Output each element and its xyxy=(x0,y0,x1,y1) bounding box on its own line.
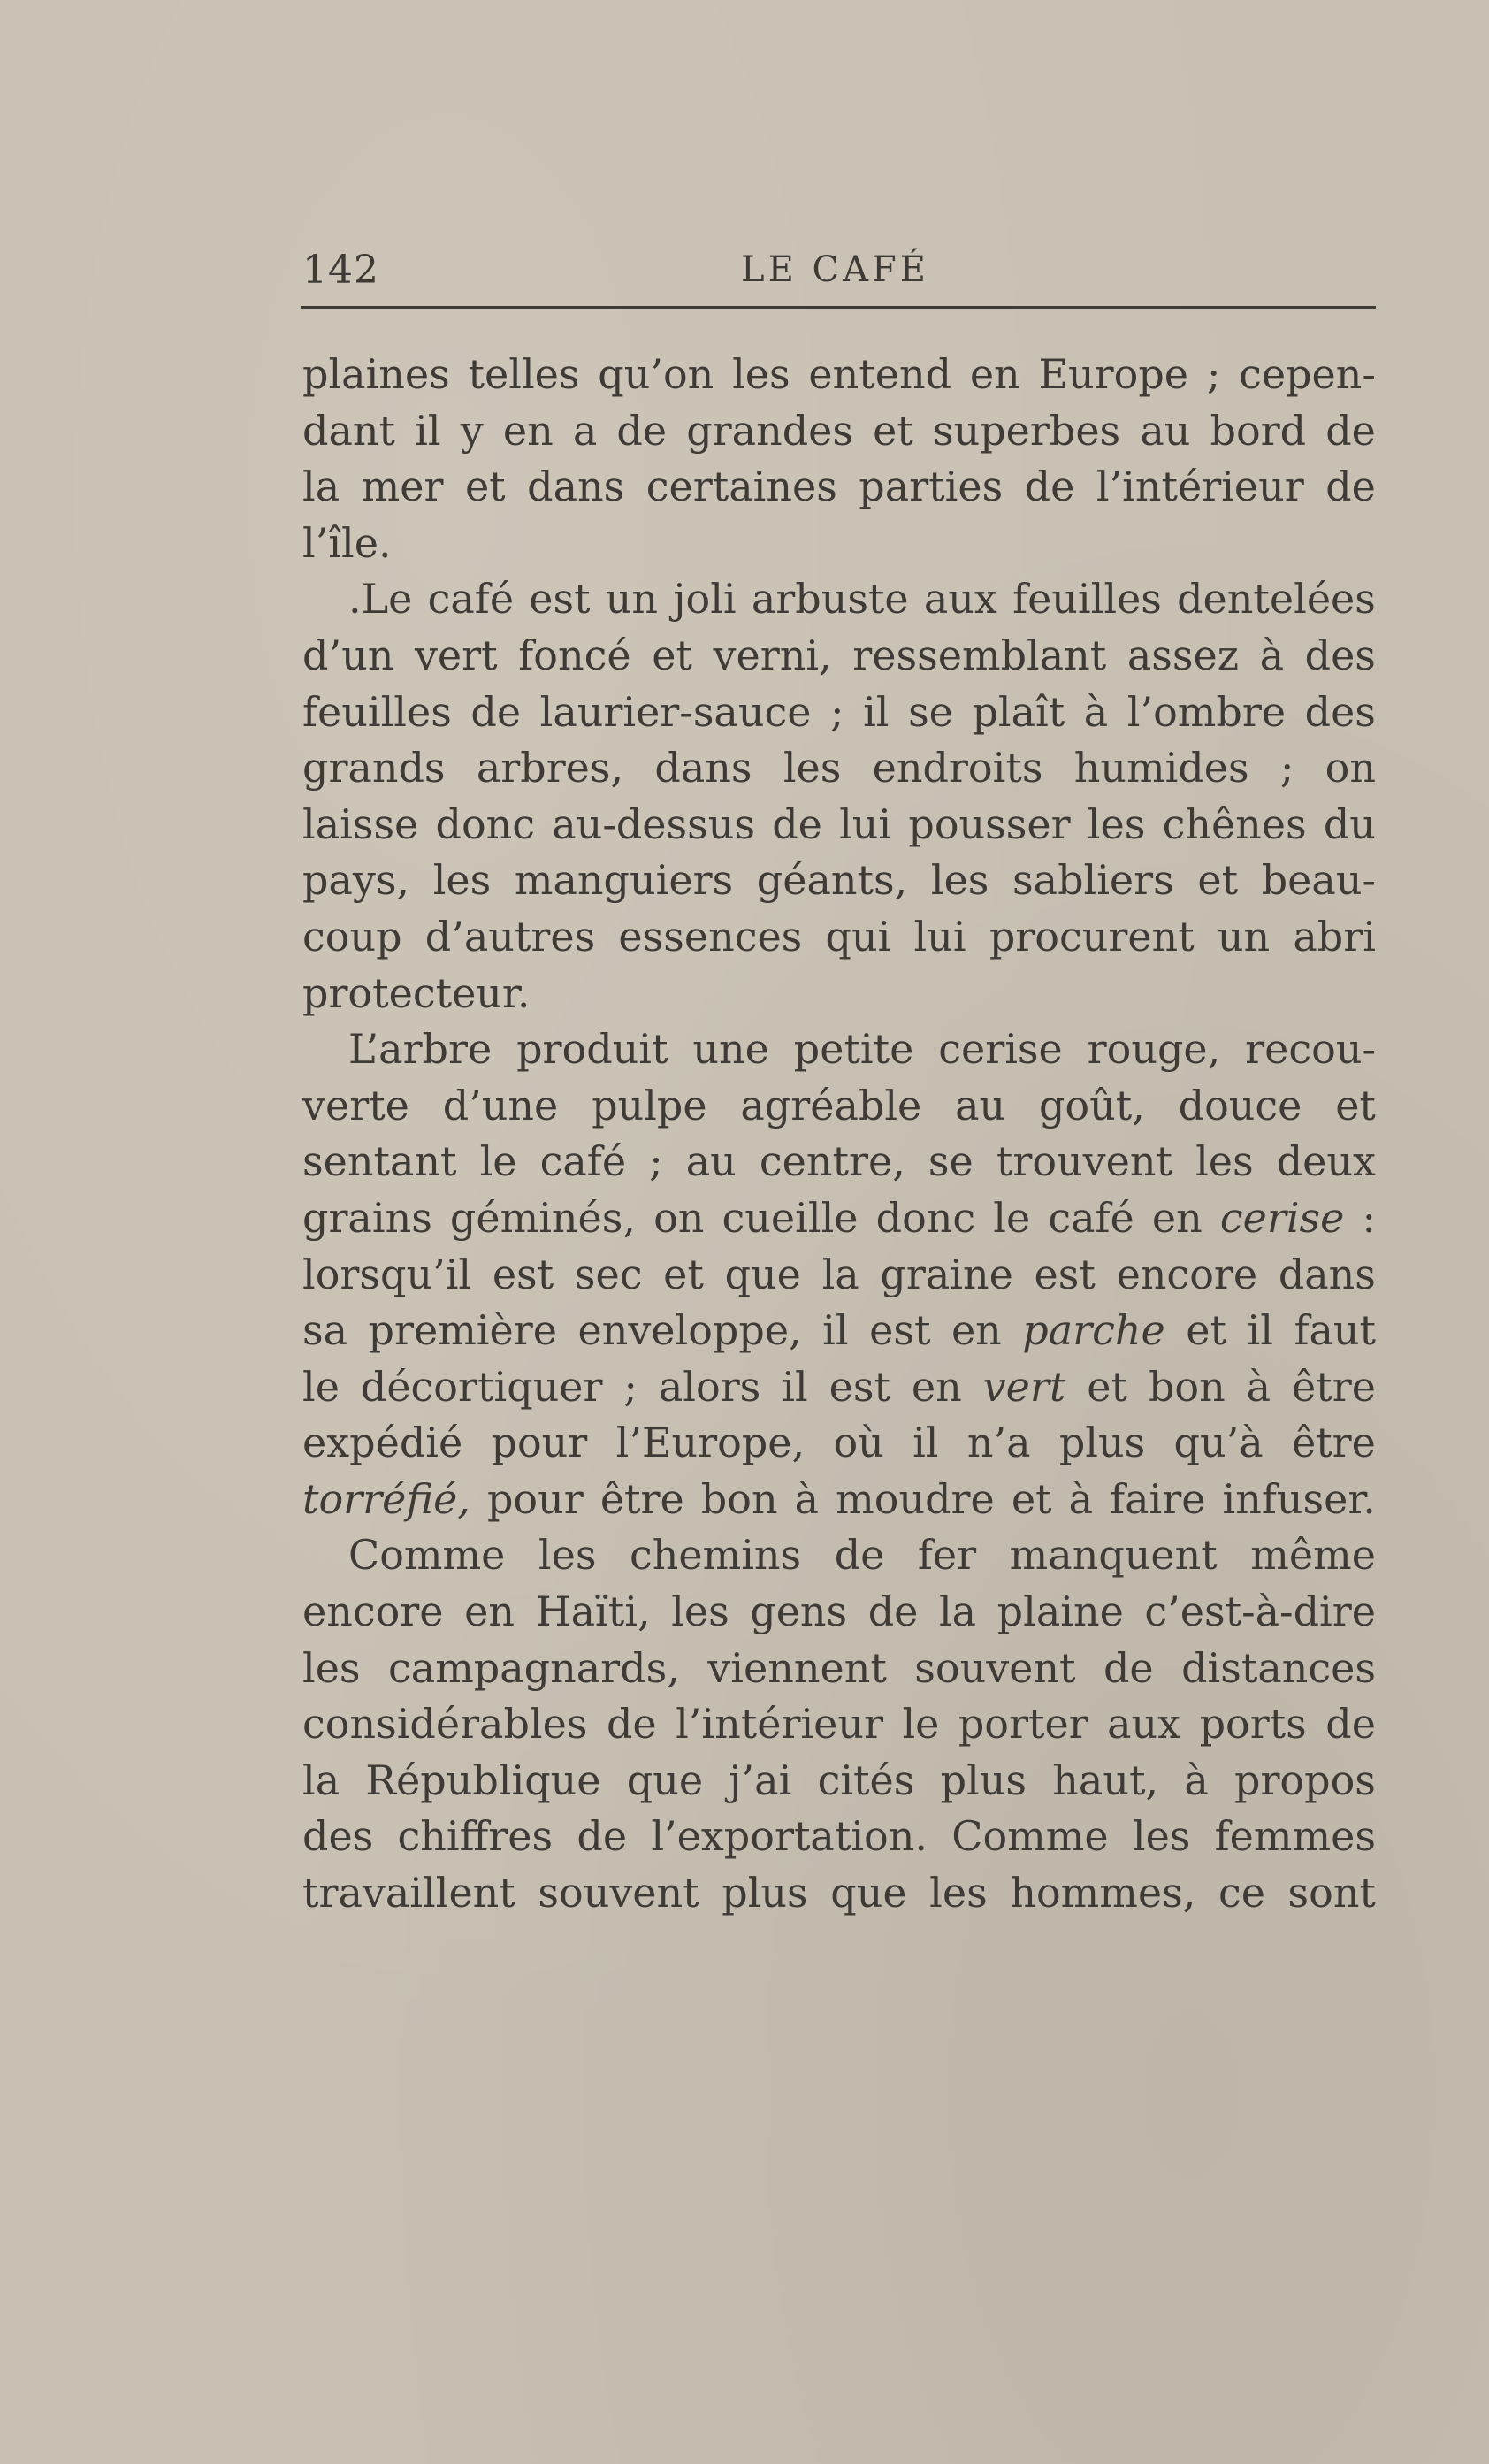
word: est xyxy=(529,575,591,624)
word: est xyxy=(828,1362,890,1411)
word: géants, xyxy=(756,856,908,905)
word: vert xyxy=(982,1362,1066,1411)
word: à xyxy=(1184,1756,1209,1804)
word: à xyxy=(1068,1474,1094,1523)
word: café xyxy=(427,575,515,624)
text-line xyxy=(302,1078,1376,1135)
word: bon xyxy=(1148,1362,1226,1411)
word: souvent xyxy=(538,1869,699,1917)
word: l’île. xyxy=(302,518,392,567)
word: plaines xyxy=(302,350,450,398)
word: cepen- xyxy=(1239,350,1376,398)
word: enveloppe, xyxy=(577,1306,802,1355)
text-line xyxy=(302,1359,1376,1416)
word: les xyxy=(732,350,790,398)
word: grandes xyxy=(686,406,853,455)
word: les xyxy=(538,1531,597,1580)
word: deux xyxy=(1276,1137,1376,1186)
text-line xyxy=(302,628,1376,685)
word: et xyxy=(464,463,506,511)
word: humides xyxy=(1073,744,1249,792)
text-line xyxy=(302,1472,1376,1528)
word: d’autres xyxy=(424,912,596,960)
word: graine xyxy=(880,1250,1013,1298)
word: café xyxy=(539,1137,627,1186)
text-line xyxy=(302,403,1376,460)
text-line xyxy=(302,1303,1376,1359)
word: les xyxy=(930,856,989,905)
word: dans xyxy=(527,463,625,511)
word: des xyxy=(1304,631,1376,679)
word: viennent xyxy=(707,1643,887,1692)
word: en xyxy=(502,406,554,455)
word: sa xyxy=(302,1306,348,1355)
word: chemins xyxy=(629,1531,802,1580)
word: des xyxy=(302,1812,374,1861)
text-line xyxy=(302,740,1376,797)
word: que xyxy=(724,1250,801,1298)
word: de xyxy=(834,1531,885,1580)
word: sentant xyxy=(302,1137,457,1186)
word: verte xyxy=(302,1081,409,1129)
word: en xyxy=(951,1306,1002,1355)
word: ; xyxy=(649,1137,663,1186)
word: et xyxy=(652,631,692,679)
word: les xyxy=(302,1643,361,1692)
header-rule xyxy=(301,306,1376,309)
text-line xyxy=(302,797,1376,853)
word: sabliers xyxy=(1012,856,1174,905)
word: au xyxy=(685,1137,737,1186)
word: à xyxy=(794,1474,820,1523)
word: gens xyxy=(750,1588,848,1636)
word: manquent xyxy=(1009,1531,1218,1580)
word: il xyxy=(822,1306,849,1355)
word: douce xyxy=(1178,1081,1302,1129)
word: des xyxy=(1304,687,1376,736)
word: manguiers xyxy=(514,856,734,905)
word: cités xyxy=(817,1756,915,1804)
word: République xyxy=(365,1756,601,1804)
word: que xyxy=(626,1756,704,1804)
word: l’intérieur xyxy=(1096,463,1304,511)
word: arbres, xyxy=(476,744,624,792)
word: la xyxy=(938,1588,977,1636)
word: pulpe xyxy=(592,1081,707,1129)
word: au xyxy=(955,1081,1006,1129)
page-number: 142 xyxy=(302,248,379,293)
text-line xyxy=(302,1022,1376,1078)
text-line xyxy=(302,347,1376,403)
word: de xyxy=(1103,1643,1154,1692)
word: endroits xyxy=(872,744,1043,792)
word: ce xyxy=(1218,1869,1265,1917)
word: au-dessus xyxy=(552,800,755,848)
word: cerise xyxy=(938,1025,1063,1074)
text-line xyxy=(302,1753,1376,1810)
word: superbes xyxy=(933,406,1121,455)
word: même xyxy=(1250,1531,1376,1580)
word: alors xyxy=(658,1362,761,1411)
word: est xyxy=(869,1306,931,1355)
word: laurier-sauce xyxy=(539,687,812,736)
word: et xyxy=(873,406,913,455)
word: se xyxy=(928,1137,974,1186)
word: une xyxy=(692,1025,769,1074)
word: plus xyxy=(940,1756,1027,1804)
word: Europe xyxy=(1038,350,1189,398)
word: centre, xyxy=(759,1137,905,1186)
word: l’exportation. xyxy=(651,1812,928,1861)
word: assez xyxy=(1126,631,1239,679)
word: les xyxy=(671,1588,729,1636)
word: bord xyxy=(1210,406,1307,455)
word: et xyxy=(1197,856,1239,905)
word: fer xyxy=(917,1531,977,1580)
text-line xyxy=(302,1527,1376,1584)
word: certaines xyxy=(645,463,837,511)
word: et xyxy=(1011,1474,1052,1523)
word: les xyxy=(1087,800,1146,848)
word: de xyxy=(1325,1700,1376,1749)
word: dant xyxy=(302,406,395,455)
word: beau- xyxy=(1261,856,1376,905)
word: grains xyxy=(302,1193,432,1242)
word: de xyxy=(772,800,822,848)
word: rouge, xyxy=(1087,1025,1221,1074)
word: d’une xyxy=(442,1081,559,1129)
word: campagnards, xyxy=(388,1643,680,1692)
word: il xyxy=(863,687,890,736)
word: un xyxy=(605,575,659,624)
word: feuilles xyxy=(1012,575,1162,624)
word: de xyxy=(470,687,522,736)
word: un xyxy=(1217,912,1271,960)
word: porter xyxy=(958,1700,1088,1749)
text-line xyxy=(302,459,1376,516)
word: on xyxy=(1325,744,1376,792)
word: le xyxy=(993,1193,1031,1242)
word: il xyxy=(415,406,441,455)
word: qu’on xyxy=(598,350,714,398)
word: cerise xyxy=(1219,1193,1345,1242)
word: géminés, xyxy=(449,1193,636,1242)
word: et xyxy=(1087,1362,1128,1411)
word: où xyxy=(833,1419,884,1467)
word: entend xyxy=(808,350,952,398)
word: joli xyxy=(673,575,737,624)
word: hommes, xyxy=(1010,1869,1196,1917)
text-line xyxy=(302,1415,1376,1472)
word: l’Europe, xyxy=(615,1419,806,1467)
text-line xyxy=(302,966,1376,1022)
word: aux xyxy=(923,575,997,624)
word: encore xyxy=(1116,1250,1258,1298)
word: décortiquer xyxy=(360,1362,603,1411)
word: pousser xyxy=(908,800,1071,848)
word: les xyxy=(783,744,842,792)
word: sec xyxy=(574,1250,643,1298)
word: et xyxy=(1186,1306,1226,1355)
text-line xyxy=(302,1809,1376,1865)
word: verni, xyxy=(713,631,832,679)
word: est xyxy=(1034,1250,1096,1298)
word: pour xyxy=(491,1419,588,1467)
word: le xyxy=(902,1700,940,1749)
word: distances xyxy=(1181,1643,1376,1692)
body-text xyxy=(302,347,1376,1922)
word: recou- xyxy=(1245,1025,1376,1074)
word: de xyxy=(616,406,668,455)
word: trouvent xyxy=(996,1137,1172,1186)
word: être xyxy=(1291,1419,1376,1467)
word: n’a xyxy=(966,1419,1031,1467)
word: coup xyxy=(302,912,402,960)
word: en xyxy=(1151,1193,1203,1242)
word: Comme xyxy=(951,1812,1109,1861)
word: on xyxy=(653,1193,705,1242)
word: lui xyxy=(839,800,892,848)
text-line xyxy=(302,909,1376,966)
word: il xyxy=(1247,1306,1273,1355)
text-line xyxy=(302,1134,1376,1190)
word: le xyxy=(479,1137,517,1186)
word: et xyxy=(1335,1081,1376,1129)
word: goût, xyxy=(1038,1081,1145,1129)
word: plus xyxy=(722,1869,808,1917)
word: grands xyxy=(302,744,446,792)
word: femmes xyxy=(1214,1812,1376,1861)
page-header xyxy=(302,248,1374,301)
word: ; xyxy=(1279,744,1294,792)
word: du xyxy=(1323,800,1376,848)
word: parties xyxy=(859,463,1004,511)
word: chênes xyxy=(1162,800,1307,848)
word: sont xyxy=(1287,1869,1376,1917)
word: Haïti, xyxy=(535,1588,651,1636)
word: essences xyxy=(618,912,803,960)
word: agréable xyxy=(740,1081,922,1129)
word: travaillent xyxy=(302,1869,515,1917)
word: donc xyxy=(435,800,536,848)
word: j’ai xyxy=(729,1756,792,1804)
word: que xyxy=(830,1869,907,1917)
word: de xyxy=(867,1588,919,1636)
word: les xyxy=(1195,1137,1254,1186)
word: en xyxy=(911,1362,962,1411)
word: dans xyxy=(654,744,752,792)
word: d’un xyxy=(302,631,394,679)
word: produit xyxy=(516,1025,668,1074)
word: dans xyxy=(1278,1250,1376,1298)
word: souvent xyxy=(914,1643,1076,1692)
word: qui xyxy=(825,912,891,960)
word: au xyxy=(1140,406,1191,455)
word: mer xyxy=(361,463,444,511)
text-line xyxy=(302,1696,1376,1753)
word: les xyxy=(929,1869,988,1917)
word: faire xyxy=(1110,1474,1206,1523)
word: être xyxy=(1292,1362,1376,1411)
text-line xyxy=(302,1247,1376,1304)
text-line xyxy=(302,1865,1376,1922)
word: à xyxy=(1246,1362,1271,1411)
word: .Le xyxy=(348,575,413,624)
word: aux xyxy=(1107,1700,1181,1749)
word: c’est-à-dire xyxy=(1144,1588,1376,1636)
word: première xyxy=(368,1306,557,1355)
word: être xyxy=(599,1474,684,1523)
word: plus xyxy=(1058,1419,1146,1467)
word: ; xyxy=(830,687,844,736)
word: lorsqu’il xyxy=(302,1250,472,1298)
word: est xyxy=(492,1250,554,1298)
word: parche xyxy=(1022,1306,1165,1355)
word: la xyxy=(821,1250,859,1298)
word: de xyxy=(577,1812,628,1861)
word: et xyxy=(663,1250,704,1298)
word: haut, xyxy=(1052,1756,1159,1804)
word: torréfié, xyxy=(302,1474,470,1523)
word: plaît xyxy=(972,687,1065,736)
word: bon xyxy=(700,1474,778,1523)
word: foncé xyxy=(518,631,631,679)
word: à xyxy=(1259,631,1285,679)
text-line xyxy=(302,685,1376,741)
word: cueille xyxy=(722,1193,859,1242)
word: moudre xyxy=(836,1474,995,1523)
word: arbuste xyxy=(751,575,909,624)
word: expédié xyxy=(302,1419,463,1467)
word: de xyxy=(1024,463,1075,511)
word: à xyxy=(1083,687,1109,736)
word: il xyxy=(782,1362,808,1411)
word: dentelées xyxy=(1177,575,1376,624)
word: pays, xyxy=(302,856,410,905)
word: telles xyxy=(468,350,580,398)
word: les xyxy=(1132,1812,1191,1861)
word: laisse xyxy=(302,800,419,848)
word: lui xyxy=(913,912,966,960)
word: la xyxy=(302,1756,340,1804)
text-line xyxy=(302,853,1376,909)
word: vert xyxy=(414,631,498,679)
word: en xyxy=(464,1588,515,1636)
word: ; xyxy=(1206,350,1221,398)
word: qu’à xyxy=(1173,1419,1264,1467)
word: faut xyxy=(1294,1306,1376,1355)
word: les xyxy=(432,856,492,905)
word: chiffres xyxy=(397,1812,554,1861)
word: infuser. xyxy=(1222,1474,1376,1523)
word: le xyxy=(302,1362,340,1411)
text-line xyxy=(302,1641,1376,1697)
word: procurent xyxy=(989,912,1195,960)
word: se xyxy=(908,687,953,736)
word: a xyxy=(572,406,598,455)
word: ressemblant xyxy=(852,631,1107,679)
word: protecteur. xyxy=(302,968,531,1017)
word: l’ombre xyxy=(1126,687,1287,736)
word: feuilles xyxy=(302,687,452,736)
word: donc xyxy=(875,1193,976,1242)
word: pour xyxy=(486,1474,584,1523)
word: y xyxy=(460,406,484,455)
text-line xyxy=(302,1190,1376,1247)
word: Comme xyxy=(348,1531,506,1580)
word: L’arbre xyxy=(348,1025,493,1074)
word: en xyxy=(969,350,1020,398)
text-line xyxy=(302,1584,1376,1641)
word: encore xyxy=(302,1588,444,1636)
word: ; xyxy=(623,1362,638,1411)
word: considérables xyxy=(302,1700,588,1749)
word: de xyxy=(1325,463,1376,511)
word: petite xyxy=(793,1025,914,1074)
word: la xyxy=(302,463,340,511)
word: abri xyxy=(1293,912,1376,960)
running-title: LE CAFÉ xyxy=(741,249,929,290)
word: plaine xyxy=(996,1588,1124,1636)
word: : xyxy=(1362,1193,1376,1242)
word: de xyxy=(606,1700,657,1749)
word: propos xyxy=(1234,1756,1376,1804)
word: il xyxy=(912,1419,939,1467)
text-line xyxy=(302,516,1376,572)
text-line xyxy=(302,571,1376,628)
word: l’intérieur xyxy=(676,1700,883,1749)
word: ports xyxy=(1199,1700,1307,1749)
word: de xyxy=(1325,406,1376,455)
word: café xyxy=(1048,1193,1134,1242)
